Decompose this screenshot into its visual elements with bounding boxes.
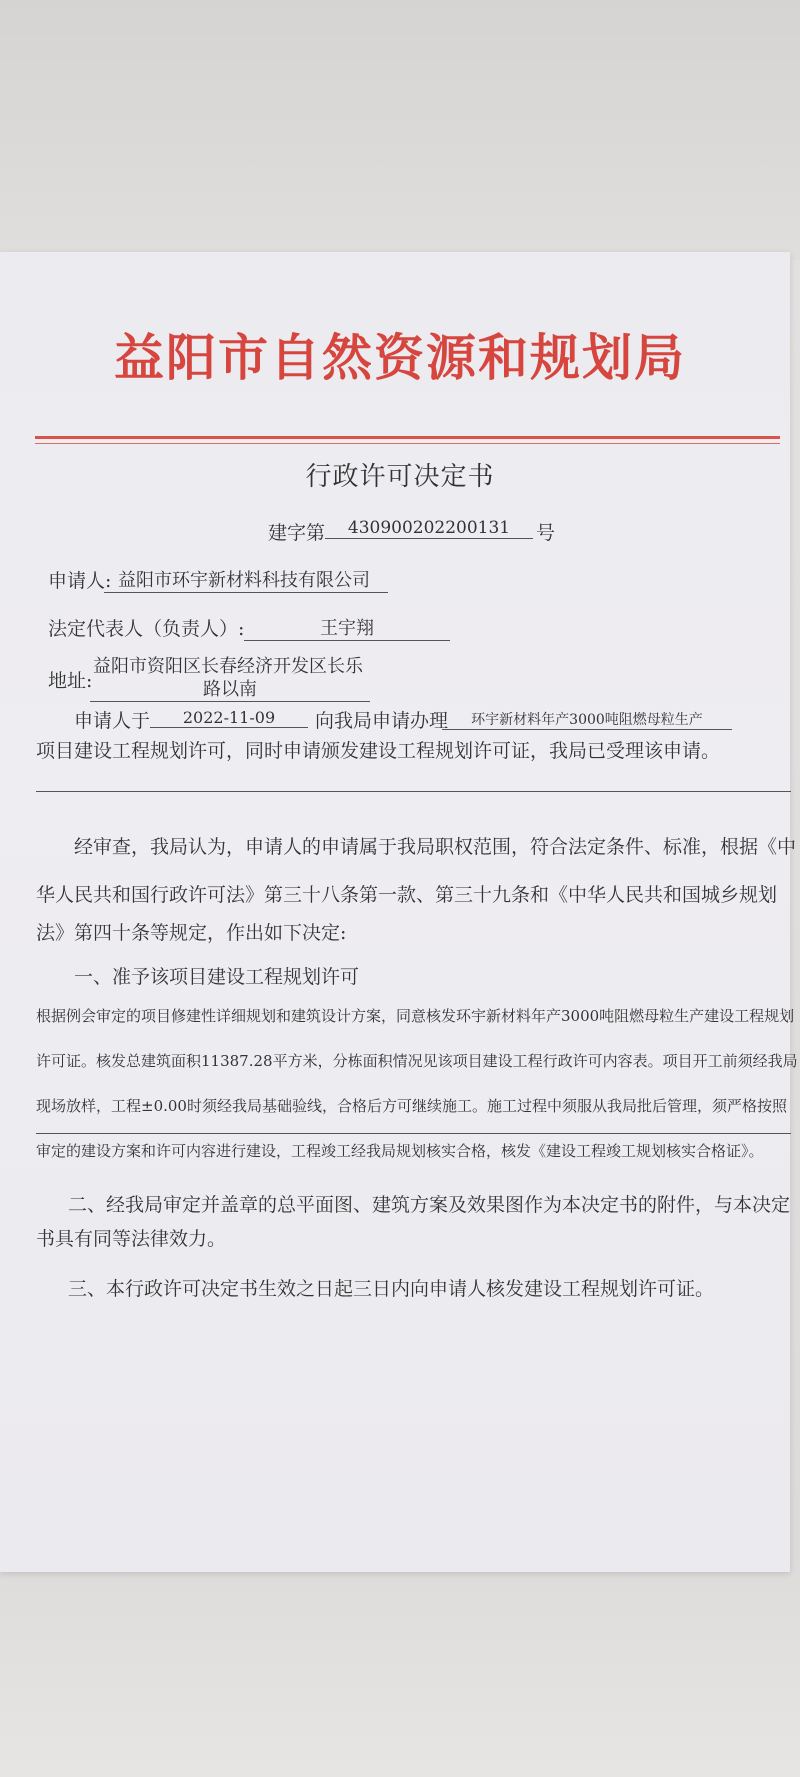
decision1-line1: 根据例会审定的项目修建性详细规划和建筑设计方案，同意核发环宇新材料年产3000吨阻燃母粒生产建设工程规划 bbox=[36, 1007, 795, 1025]
applicant-value: 益阳市环宇新材料科技有限公司 bbox=[104, 566, 388, 593]
application-middle: 向我局申请办理 bbox=[315, 710, 449, 732]
document-paper bbox=[0, 252, 790, 1572]
background-bottom bbox=[0, 1560, 800, 1777]
application-line2: 项目建设工程规划许可，同时申请颁发建设工程规划许可证，我局已受理该申请。 bbox=[36, 740, 721, 762]
review-line3: 法》第四十条等规定，作出如下决定: bbox=[36, 922, 347, 944]
review-line1: 经审查，我局认为，申请人的申请属于我局职权范围，符合法定条件、标准，根据《中 bbox=[74, 836, 797, 858]
decision1-underline bbox=[36, 1133, 791, 1134]
address-line1: 益阳市资阳区长春经济开发区长乐 bbox=[93, 656, 363, 677]
red-divider-thick bbox=[35, 436, 780, 439]
application-prefix: 申请人于 bbox=[74, 710, 151, 732]
decision1-line4: 审定的建设方案和许可内容进行建设，工程竣工经我局规划核实合格，核发《建设工程竣工规划核实合格证》。 bbox=[36, 1142, 764, 1160]
decision1-line2: 许可证。核发总建筑面积11387.28平方米，分栋面积情况见该项目建设工程行政许可内容表。项目开工前须经我局 bbox=[36, 1052, 798, 1070]
address-line2: 路以南 bbox=[90, 675, 370, 702]
doc-number-prefix: 建字第 bbox=[268, 522, 326, 544]
decision3-line1: 三、本行政许可决定书生效之日起三日内向申请人核发建设工程规划许可证。 bbox=[68, 1278, 715, 1300]
decision1-line3: 现场放样，工程±0.00时须经我局基础验线，合格后方可继续施工。施工过程中须服从我局批后管理，须严格按照 bbox=[36, 1097, 787, 1115]
decision2-line2: 书具有同等法律效力。 bbox=[36, 1228, 227, 1250]
organization-name: 益阳市自然资源和规划局 bbox=[114, 329, 686, 387]
document-title: 行政许可决定书 bbox=[305, 462, 495, 492]
doc-number-value: 430900202200131 bbox=[325, 518, 533, 539]
background-top bbox=[0, 0, 800, 260]
representative-label: 法定代表人（负责人）: bbox=[48, 618, 245, 640]
red-divider-thin bbox=[35, 443, 780, 444]
decision1-heading: 一、准予该项目建设工程规划许可 bbox=[74, 966, 360, 988]
review-line2: 华人民共和国行政许可法》第三十八条第一款、第三十九条和《中华人民共和国城乡规划 bbox=[36, 884, 778, 906]
doc-number-suffix: 号 bbox=[536, 522, 556, 544]
section-divider bbox=[36, 791, 791, 792]
decision2-line1: 二、经我局审定并盖章的总平面图、建筑方案及效果图作为本决定书的附件，与本决定 bbox=[68, 1194, 791, 1216]
application-project: 环宇新材料年产3000吨阻燃母粒生产 bbox=[442, 709, 732, 730]
address-label: 地址: bbox=[48, 670, 93, 692]
representative-value: 王宇翔 bbox=[244, 614, 450, 641]
application-date: 2022-11-09 bbox=[150, 708, 308, 728]
applicant-label: 申请人: bbox=[48, 570, 112, 592]
